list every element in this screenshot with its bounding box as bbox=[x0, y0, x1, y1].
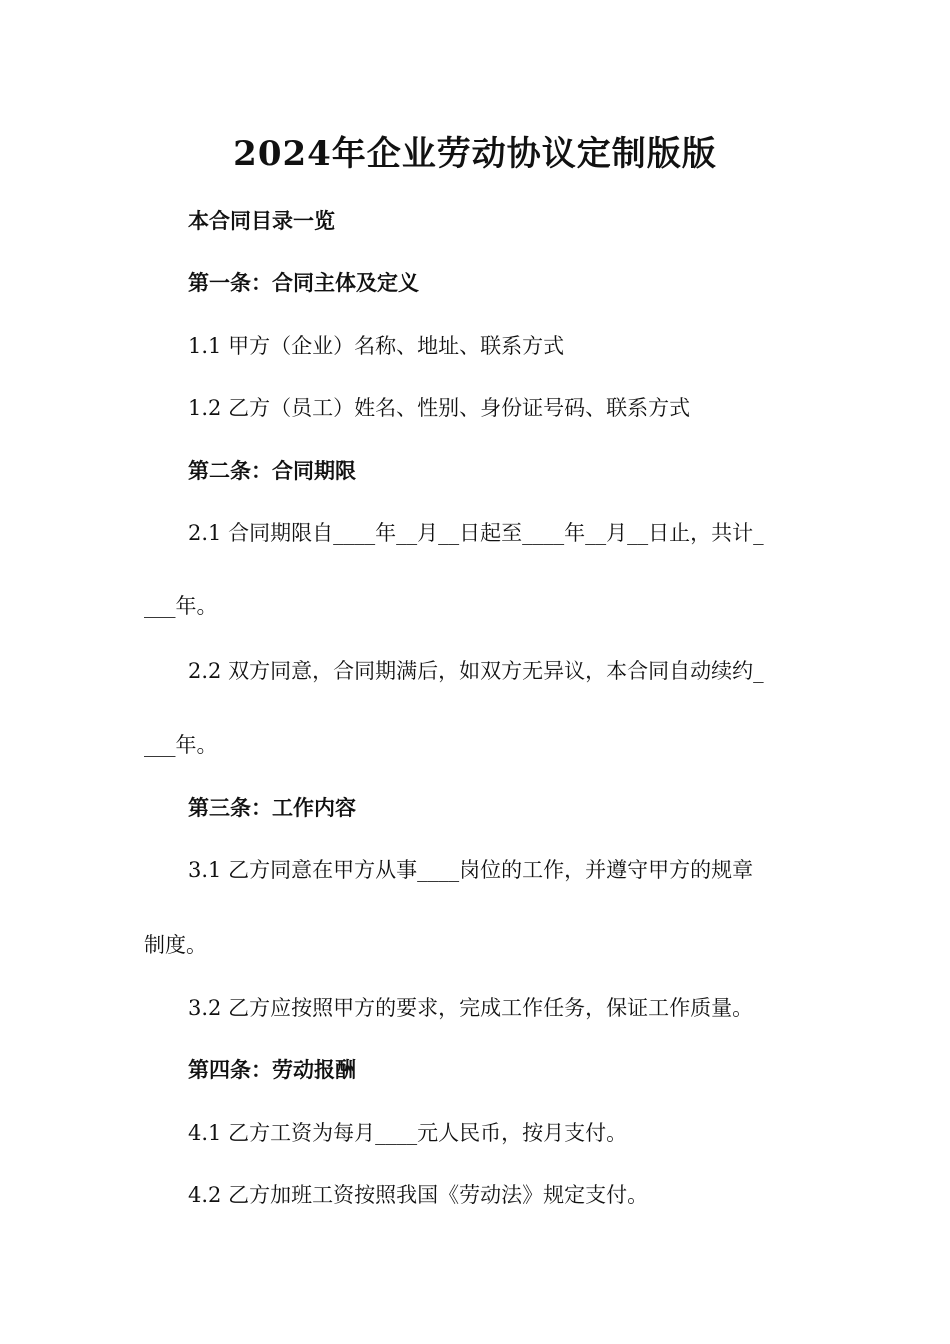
clause-2-1-continued: ___年。 bbox=[144, 594, 218, 618]
clause-3-2: 3.2 乙方应按照甲方的要求，完成工作任务，保证工作质量。 bbox=[188, 996, 754, 1020]
clause-1-2: 1.2 乙方（员工）姓名、性别、身份证号码、联系方式 bbox=[188, 396, 691, 420]
clause-3-1-continued: 制度。 bbox=[144, 933, 207, 957]
clause-2-2: 2.2 双方同意，合同期满后，如双方无异议，本合同自动续约_ bbox=[188, 659, 764, 683]
document-title: 2024年企业劳动协议定制版版 bbox=[233, 134, 717, 174]
clause-4-1: 4.1 乙方工资为每月____元人民币，按月支付。 bbox=[188, 1121, 628, 1145]
section-heading-2: 第二条：合同期限 bbox=[188, 458, 356, 483]
clause-2-2-continued: ___年。 bbox=[144, 733, 218, 757]
section-heading-1: 第一条：合同主体及定义 bbox=[188, 270, 419, 295]
section-heading-4: 第四条：劳动报酬 bbox=[188, 1057, 356, 1082]
clause-4-2: 4.2 乙方加班工资按照我国《劳动法》规定支付。 bbox=[188, 1183, 649, 1207]
section-heading-3: 第三条：工作内容 bbox=[188, 795, 356, 820]
clause-3-1: 3.1 乙方同意在甲方从事____岗位的工作，并遵守甲方的规章 bbox=[188, 858, 754, 882]
toc-heading: 本合同目录一览 bbox=[188, 208, 335, 233]
clause-1-1: 1.1 甲方（企业）名称、地址、联系方式 bbox=[188, 334, 565, 358]
clause-2-1: 2.1 合同期限自____年__月__日起至____年__月__日止，共计_ bbox=[188, 521, 764, 545]
